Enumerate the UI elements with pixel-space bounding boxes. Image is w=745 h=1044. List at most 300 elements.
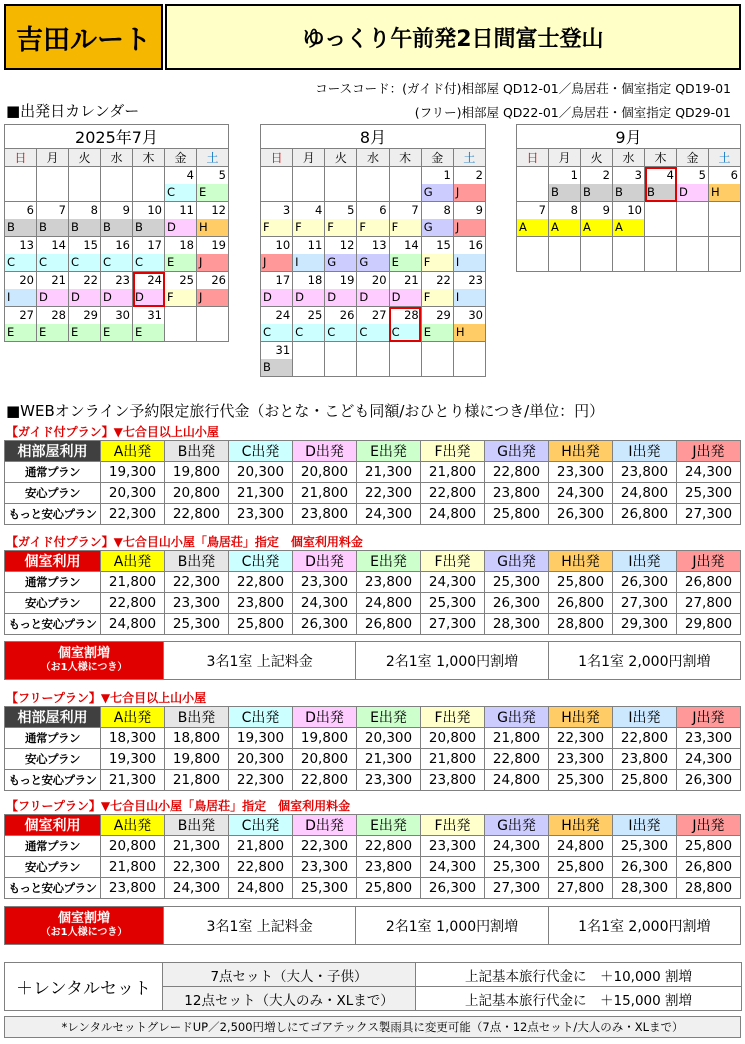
calendar-empty-cell (293, 342, 325, 377)
table-row (5, 593, 741, 614)
calendar-day[interactable] (69, 202, 101, 237)
departure-column-header: A出発 (101, 551, 165, 572)
day-number: 24 (275, 308, 291, 322)
day-number: 29 (436, 308, 451, 322)
departure-column-header: F出発 (421, 815, 485, 836)
departure-column-header: B出発 (165, 707, 229, 728)
calendar-day[interactable] (5, 237, 37, 272)
day-number: 19 (211, 238, 226, 252)
surcharge-label: 個室割増 （お1人様につき） (5, 907, 164, 945)
calendar-empty-cell (357, 342, 389, 377)
departure-column-header: C出発 (229, 551, 293, 572)
price-cell: 22,300 (293, 836, 357, 857)
calendar-day[interactable] (293, 202, 325, 237)
calendar-day[interactable] (389, 202, 421, 237)
price-table (4, 440, 741, 525)
day-number: 7 (538, 203, 546, 217)
departure-column-header: E出発 (357, 815, 421, 836)
calendar-day[interactable] (421, 237, 453, 272)
day-number: 10 (275, 238, 291, 252)
rental-desc-12: 上記基本旅行代金に ＋15,000 割増 (416, 987, 742, 1011)
calendar-day[interactable] (549, 167, 581, 202)
price-cell: 22,800 (101, 593, 165, 614)
departure-code: I (454, 289, 485, 306)
price-cell: 24,300 (421, 857, 485, 878)
price-cell: 27,800 (677, 593, 741, 614)
departure-column-header: D出発 (293, 707, 357, 728)
price-cell: 20,800 (101, 836, 165, 857)
weekday-header: 火 (581, 149, 613, 167)
day-number: 30 (468, 308, 483, 322)
departure-code: J (261, 254, 292, 271)
calendar-empty-cell (517, 167, 549, 202)
calendar-empty-cell (453, 342, 485, 377)
day-number: 9 (122, 203, 130, 217)
weekday-header: 水 (613, 149, 645, 167)
calendar-day[interactable] (325, 237, 357, 272)
departure-code: A (549, 219, 580, 236)
departure-code: E (197, 184, 228, 201)
departure-column-header: H出発 (549, 707, 613, 728)
price-cell: 26,300 (485, 593, 549, 614)
calendar-day[interactable] (613, 167, 645, 202)
departure-code: D (101, 289, 132, 306)
departure-code: E (69, 324, 100, 341)
price-cell: 22,800 (293, 770, 357, 791)
plan-name: 通常プラン (5, 728, 101, 749)
calendar-day[interactable] (165, 202, 197, 237)
price-cell: 21,300 (357, 749, 421, 770)
departure-code: D (261, 289, 292, 306)
price-cell: 28,300 (485, 614, 549, 635)
calendar-day[interactable] (709, 167, 741, 202)
calendar-day[interactable] (677, 167, 709, 202)
departure-code: B (101, 219, 132, 236)
surcharge-three: 3名1室 上記料金 (164, 907, 356, 945)
calendar-day[interactable] (389, 272, 421, 307)
day-number: 4 (186, 168, 194, 182)
price-cell: 19,800 (165, 462, 229, 483)
departure-code: E (101, 324, 132, 341)
weekday-header: 木 (645, 149, 677, 167)
day-number: 10 (147, 203, 162, 217)
calendar-day[interactable] (5, 272, 37, 307)
price-cell: 22,800 (421, 483, 485, 504)
price-cell: 25,800 (549, 572, 613, 593)
day-number: 6 (730, 168, 738, 182)
departure-code: E (37, 324, 68, 341)
calendar-day[interactable] (421, 272, 453, 307)
table-row (5, 857, 741, 878)
calendar-day[interactable] (165, 237, 197, 272)
calendar-day[interactable] (37, 272, 69, 307)
day-number: 25 (179, 273, 194, 287)
departure-code: F (357, 219, 388, 236)
price-cell: 22,800 (485, 749, 549, 770)
calendar-empty-cell (133, 167, 165, 202)
calendar-day[interactable] (581, 167, 613, 202)
plan-name: 安心プラン (5, 749, 101, 770)
price-cell: 24,800 (357, 593, 421, 614)
plan-name: もっと安心プラン (5, 770, 101, 791)
price-cell: 23,800 (485, 483, 549, 504)
table-row (5, 614, 741, 635)
calendar-empty-cell (549, 237, 581, 272)
day-number: 28 (51, 308, 66, 322)
calendar-day[interactable] (101, 237, 133, 272)
day-number: 12 (211, 203, 226, 217)
departure-column-header: G出発 (485, 441, 549, 462)
price-cell: 23,300 (549, 749, 613, 770)
calendar-empty-cell (581, 237, 613, 272)
calendar-day[interactable] (453, 272, 485, 307)
departure-column-header: A出発 (101, 815, 165, 836)
weekday-header: 金 (677, 149, 709, 167)
calendar-day[interactable] (421, 307, 453, 342)
price-cell: 20,300 (229, 749, 293, 770)
price-cell: 25,300 (549, 770, 613, 791)
price-cell: 27,300 (421, 614, 485, 635)
plan-name: もっと安心プラン (5, 878, 101, 899)
table-row (5, 483, 741, 504)
departure-code: C (165, 184, 196, 201)
calendar-day[interactable] (389, 237, 421, 272)
departure-code: F (390, 219, 421, 236)
calendar-day[interactable] (453, 167, 485, 202)
price-cell: 26,800 (549, 593, 613, 614)
calendar-day[interactable] (101, 272, 133, 307)
calendar-day[interactable] (69, 307, 101, 342)
calendar-empty-cell (37, 167, 69, 202)
calendar-day[interactable] (613, 202, 645, 237)
departure-code: C (293, 324, 324, 341)
departure-column-header: E出発 (357, 707, 421, 728)
calendar-day[interactable] (389, 307, 421, 342)
price-cell: 26,300 (421, 878, 485, 899)
price-cell: 21,800 (165, 770, 229, 791)
departure-code: C (325, 324, 356, 341)
price-cell: 19,800 (293, 728, 357, 749)
day-number: 1 (570, 168, 578, 182)
price-cell: 18,300 (101, 728, 165, 749)
calendar-day[interactable] (133, 237, 165, 272)
calendar-day[interactable] (421, 167, 453, 202)
departure-column-header: I出発 (613, 815, 677, 836)
room-type-header: 相部屋利用 (5, 707, 101, 728)
price-cell: 20,300 (357, 728, 421, 749)
day-number: 11 (307, 238, 323, 252)
departure-code: B (5, 219, 36, 236)
price-cell: 25,800 (613, 770, 677, 791)
price-table-label: 【ガイド付プラン】▼七合目以上山小屋 (6, 425, 219, 439)
day-number: 15 (436, 238, 451, 252)
price-cell: 20,300 (101, 483, 165, 504)
private-room-surcharge (4, 906, 741, 945)
price-cell: 28,800 (677, 878, 741, 899)
calendar-day[interactable] (581, 202, 613, 237)
calendar-day[interactable] (37, 237, 69, 272)
departure-column-header: J出発 (677, 551, 741, 572)
departure-code: A (581, 219, 612, 236)
departure-code: B (613, 184, 644, 201)
departure-column-header: G出発 (485, 707, 549, 728)
price-cell: 28,300 (613, 878, 677, 899)
day-number: 29 (83, 308, 98, 322)
calendar-empty-cell (101, 167, 133, 202)
calendar-day[interactable] (5, 202, 37, 237)
price-cell: 21,800 (293, 483, 357, 504)
price-cell: 24,300 (485, 836, 549, 857)
price-cell: 24,800 (101, 614, 165, 635)
calendar-empty-cell (709, 202, 741, 237)
price-cell: 25,300 (485, 572, 549, 593)
departure-code: B (645, 184, 676, 201)
day-number: 18 (179, 238, 194, 252)
weekday-header: 日 (5, 149, 37, 167)
price-cell: 22,300 (165, 572, 229, 593)
price-cell: 28,800 (549, 614, 613, 635)
departure-code: H (454, 324, 485, 341)
surcharge-two: 2名1室 1,000円割増 (356, 907, 548, 945)
calendar-day[interactable] (69, 272, 101, 307)
calendar-empty-cell (613, 237, 645, 272)
calendar-day[interactable] (357, 307, 389, 342)
price-cell: 25,800 (677, 836, 741, 857)
table-row (5, 572, 741, 593)
departure-code: J (197, 254, 228, 271)
calendar-day[interactable] (197, 237, 229, 272)
price-cell: 20,800 (293, 462, 357, 483)
calendar-day[interactable] (645, 167, 677, 202)
price-cell: 24,800 (421, 504, 485, 525)
price-cell: 21,800 (421, 462, 485, 483)
calendar-day[interactable] (453, 307, 485, 342)
day-number: 14 (404, 238, 419, 252)
departure-code: B (261, 359, 292, 376)
price-cell: 23,800 (101, 878, 165, 899)
price-table-label: 【フリープラン】▼七合目以上山小屋 (6, 691, 207, 705)
day-number: 28 (404, 308, 419, 322)
price-table-label: 【ガイド付プラン】▼七合目山小屋「鳥居荘」指定 個室利用料金 (6, 535, 363, 549)
day-number: 12 (339, 238, 355, 252)
calendar-day[interactable] (133, 202, 165, 237)
departure-column-header: G出発 (485, 551, 549, 572)
departure-code: E (390, 254, 421, 271)
departure-column-header: A出発 (101, 441, 165, 462)
calendar-day[interactable] (165, 167, 197, 202)
departure-code: H (197, 219, 228, 236)
table-row (5, 504, 741, 525)
calendar-day[interactable] (197, 167, 229, 202)
plan-name: 通常プラン (5, 836, 101, 857)
price-cell: 27,300 (677, 504, 741, 525)
calendar-day[interactable] (101, 202, 133, 237)
departure-code: E (422, 324, 453, 341)
departure-column-header: D出発 (293, 551, 357, 572)
price-cell: 23,800 (357, 572, 421, 593)
calendar-day[interactable] (197, 272, 229, 307)
price-cell: 21,800 (101, 572, 165, 593)
calendar-day[interactable] (261, 202, 293, 237)
departure-column-header: J出発 (677, 815, 741, 836)
departure-code: G (325, 254, 356, 271)
calendar-empty-cell (5, 167, 37, 202)
table-row (5, 836, 741, 857)
calendar-day[interactable] (357, 272, 389, 307)
calendar-day[interactable] (261, 342, 293, 377)
surcharge-three: 3名1室 上記料金 (164, 642, 356, 680)
calendar-day[interactable] (133, 307, 165, 342)
plan-name: 安心プラン (5, 857, 101, 878)
price-cell: 21,300 (101, 770, 165, 791)
price-cell: 24,300 (549, 483, 613, 504)
calendar-day[interactable] (293, 307, 325, 342)
day-number: 27 (371, 308, 387, 322)
day-number: 3 (282, 203, 291, 217)
calendar-day[interactable] (37, 307, 69, 342)
room-type-header: 個室利用 (5, 815, 101, 836)
departure-column-header: C出発 (229, 707, 293, 728)
price-cell: 26,300 (677, 770, 741, 791)
day-number: 23 (115, 273, 130, 287)
weekday-header: 水 (101, 149, 133, 167)
departure-code: F (165, 289, 196, 306)
day-number: 13 (19, 238, 34, 252)
price-cell: 22,800 (485, 462, 549, 483)
departure-code: B (69, 219, 100, 236)
calendar-day[interactable] (357, 237, 389, 272)
price-cell: 27,800 (549, 878, 613, 899)
price-cell: 21,300 (229, 483, 293, 504)
day-number: 5 (218, 168, 226, 182)
departure-code: A (613, 219, 644, 236)
calendar-day[interactable] (421, 202, 453, 237)
calendar-day[interactable] (293, 237, 325, 272)
day-number: 24 (147, 273, 162, 287)
weekday-header: 日 (261, 149, 293, 167)
weekday-header: 水 (357, 149, 389, 167)
calendar-empty-cell (389, 167, 421, 202)
day-number: 8 (570, 203, 578, 217)
calendar-empty-cell (197, 307, 229, 342)
price-cell: 23,300 (421, 836, 485, 857)
surcharge-one: 1名1室 2,000円割増 (548, 642, 740, 680)
calendar-day[interactable] (517, 202, 549, 237)
calendar-day[interactable] (133, 272, 165, 307)
departure-column-header: I出発 (613, 707, 677, 728)
price-cell: 23,300 (229, 504, 293, 525)
calendar-day[interactable] (101, 307, 133, 342)
calendar-day[interactable] (5, 307, 37, 342)
calendar-day[interactable] (165, 272, 197, 307)
day-number: 8 (90, 203, 98, 217)
day-number: 27 (19, 308, 34, 322)
calendar-day[interactable] (357, 202, 389, 237)
table-row (5, 728, 741, 749)
departure-code: G (422, 184, 453, 201)
price-cell: 21,800 (101, 857, 165, 878)
price-cell: 27,300 (485, 878, 549, 899)
room-type-header: 相部屋利用 (5, 441, 101, 462)
rental-table (4, 962, 742, 1011)
day-number: 25 (307, 308, 323, 322)
price-cell: 26,800 (677, 857, 741, 878)
day-number: 2 (475, 168, 483, 182)
price-section-title: ■WEBオンライン予約限定旅行代金（おとな・こども同額/おひとり様につき/単位：円） (6, 402, 605, 420)
departure-column-header: E出発 (357, 551, 421, 572)
departure-column-header: I出発 (613, 441, 677, 462)
departure-code: D (357, 289, 388, 306)
calendar-day[interactable] (293, 272, 325, 307)
route-label: 吉田ルート (4, 4, 163, 70)
price-cell: 25,800 (549, 857, 613, 878)
day-number: 31 (275, 343, 291, 357)
calendar-day[interactable] (197, 202, 229, 237)
plan-name: もっと安心プラン (5, 504, 101, 525)
departure-column-header: B出発 (165, 551, 229, 572)
day-number: 22 (83, 273, 98, 287)
day-number: 21 (404, 273, 419, 287)
calendar-day[interactable] (261, 237, 293, 272)
departure-code: J (197, 289, 228, 306)
price-cell: 24,300 (677, 749, 741, 770)
calendar-day[interactable] (325, 272, 357, 307)
calendar-day[interactable] (69, 237, 101, 272)
departure-code: F (293, 219, 324, 236)
departure-code: E (133, 324, 164, 341)
departure-column-header: G出発 (485, 815, 549, 836)
calendar-day[interactable] (549, 202, 581, 237)
price-cell: 26,800 (613, 504, 677, 525)
day-number: 31 (147, 308, 162, 322)
day-number: 5 (698, 168, 706, 182)
departure-column-header: F出発 (421, 551, 485, 572)
day-number: 16 (468, 238, 483, 252)
calendar-day[interactable] (453, 202, 485, 237)
price-cell: 24,800 (485, 770, 549, 791)
private-room-surcharge (4, 641, 741, 680)
rental-desc-7: 上記基本旅行代金に ＋10,000 割増 (416, 963, 742, 987)
price-cell: 25,300 (165, 614, 229, 635)
price-cell: 21,800 (229, 836, 293, 857)
price-cell: 23,300 (293, 572, 357, 593)
calendar-day[interactable] (453, 237, 485, 272)
calendar-day[interactable] (261, 272, 293, 307)
day-number: 15 (83, 238, 98, 252)
calendar-day[interactable] (37, 202, 69, 237)
calendar-day[interactable] (325, 307, 357, 342)
weekday-header: 金 (165, 149, 197, 167)
price-cell: 25,800 (485, 504, 549, 525)
price-table (4, 814, 741, 899)
tour-title: ゆっくり午前発2日間富士登山 (165, 4, 741, 70)
day-number: 1 (443, 168, 451, 182)
rental-label: ＋レンタルセット (5, 963, 163, 1011)
weekday-header: 土 (709, 149, 741, 167)
price-cell: 20,300 (229, 462, 293, 483)
calendar-day[interactable] (325, 202, 357, 237)
rental-item-12: 12点セット（大人のみ・XLまで） (163, 987, 416, 1011)
calendar-day[interactable] (261, 307, 293, 342)
departure-code: C (101, 254, 132, 271)
price-cell: 23,800 (293, 504, 357, 525)
departure-column-header: D出発 (293, 815, 357, 836)
calendar-empty-cell (517, 237, 549, 272)
surcharge-two: 2名1室 1,000円割増 (356, 642, 548, 680)
departure-code: G (422, 219, 453, 236)
price-cell: 22,800 (613, 728, 677, 749)
departure-column-header: J出発 (677, 707, 741, 728)
